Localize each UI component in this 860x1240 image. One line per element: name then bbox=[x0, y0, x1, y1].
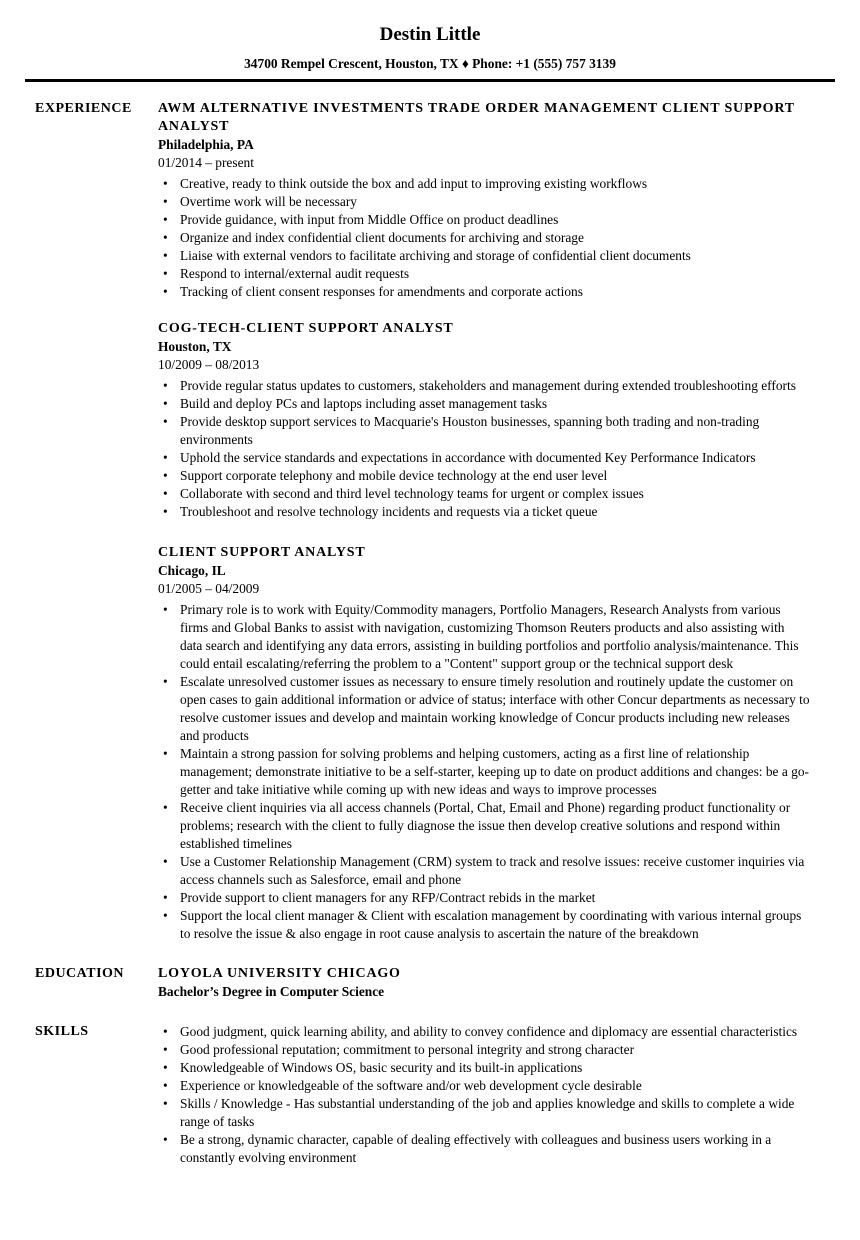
skill-bullet: • Experience or knowledgeable of the software and/or web development cycle desirable bbox=[180, 1077, 810, 1095]
section-education bbox=[35, 965, 810, 1001]
job-bullet: • Use a Customer Relationship Management (CRM) system to track and resolve issues: receive customer inquiries via access channels such as Salesforce, email and phone bbox=[180, 853, 810, 889]
job-location: Chicago, IL bbox=[158, 563, 226, 578]
resume-body bbox=[0, 82, 860, 1168]
job-bullet: • Provide regular status updates to customers, stakeholders and management during extended troubleshooting efforts bbox=[180, 377, 810, 395]
job-bullet: • Provide desktop support services to Macquarie's Houston businesses, spanning both trading and non-trading environments bbox=[180, 413, 810, 449]
job-dates: 01/2005 – 04/2009 bbox=[158, 581, 260, 596]
education-section-label: EDUCATION bbox=[35, 966, 125, 981]
job-bullet: • Overtime work will be necessary bbox=[180, 193, 810, 211]
job-bullet: • Primary role is to work with Equity/Commodity managers, Portfolio Managers, Research Analysts from various firms and Global Banks to assist with navigation, customizing Thomson Reuters products and also assisting with data search and identifying any data errors, assisting in building portfolios and portfolio analysis/maintenance. This could entail escalating/referring the problem to a "Content" support group or the technical support desk bbox=[180, 601, 810, 673]
degree: Bachelor’s Degree in Computer Science bbox=[158, 984, 385, 999]
job-bullet: • Uphold the service standards and expectations in accordance with documented Key Performance Indicators bbox=[180, 449, 810, 467]
job-dates: 10/2009 – 08/2013 bbox=[158, 357, 260, 372]
job-bullet: • Maintain a strong passion for solving problems and helping customers, acting as a first line of relationship management; demonstrate initiative to be a self-starter, keeping up to date on product additions and changes: be a go-getter and take initiative while coming up with new ideas and ways to improve processes bbox=[180, 745, 810, 799]
resume-header bbox=[0, 0, 860, 72]
job-title: CLIENT SUPPORT ANALYST bbox=[158, 545, 366, 560]
skills-section-label: SKILLS bbox=[35, 1024, 89, 1039]
experience-content bbox=[158, 100, 810, 943]
job-bullet: • Creative, ready to think outside the box and add input to improving existing workflows bbox=[180, 175, 810, 193]
job-bullet: • Troubleshoot and resolve technology incidents and requests via a ticket queue bbox=[180, 503, 810, 521]
contact-line: 34700 Rempel Crescent, Houston, TX ♦ Phone: +1 (555) 757 3139 bbox=[244, 56, 616, 71]
job-title: AWM ALTERNATIVE INVESTMENTS TRADE ORDER MANAGEMENT CLIENT SUPPORT ANALYST bbox=[158, 101, 795, 134]
job-bullet: • Receive client inquiries via all access channels (Portal, Chat, Email and Phone) regarding product functionality or problems; research with the client to fully diagnose the issue then develop creative solutions and respond within established timelines bbox=[180, 799, 810, 853]
job-bullet: • Provide guidance, with input from Middle Office on product deadlines bbox=[180, 211, 810, 229]
job-bullet-list bbox=[158, 175, 810, 301]
section-experience bbox=[35, 100, 810, 943]
full-name: Destin Little bbox=[379, 24, 481, 45]
job-entry-client-support bbox=[158, 544, 810, 943]
skills-content bbox=[158, 1023, 810, 1167]
job-bullet: • Build and deploy PCs and laptops including asset management tasks bbox=[180, 395, 810, 413]
education-content bbox=[158, 965, 810, 1001]
job-dates: 01/2014 – present bbox=[158, 155, 254, 170]
job-bullet: • Collaborate with second and third level technology teams for urgent or complex issues bbox=[180, 485, 810, 503]
job-bullet: • Organize and index confidential client documents for archiving and storage bbox=[180, 229, 810, 247]
school-name: LOYOLA UNIVERSITY CHICAGO bbox=[158, 966, 401, 981]
skill-bullet: • Good judgment, quick learning ability, and ability to convey confidence and diplomacy are essential characteristics bbox=[180, 1023, 810, 1041]
job-bullet: • Escalate unresolved customer issues as necessary to ensure timely resolution and routinely update the customer on open cases to gain additional information or advice of status; interface with other Concur departments as necessary to resolve customer issues and develop and maintain working knowledge of Concur products including new releases and products bbox=[180, 673, 810, 745]
job-title: COG-TECH-CLIENT SUPPORT ANALYST bbox=[158, 321, 454, 336]
job-location: Houston, TX bbox=[158, 339, 232, 354]
job-bullet: • Support corporate telephony and mobile device technology at the end user level bbox=[180, 467, 810, 485]
job-location: Philadelphia, PA bbox=[158, 137, 254, 152]
job-bullet-list bbox=[158, 377, 810, 521]
skills-bullet-list bbox=[158, 1023, 810, 1167]
job-entry-cog-tech bbox=[158, 320, 810, 521]
job-bullet: • Provide support to client managers for any RFP/Contract rebids in the market bbox=[180, 889, 810, 907]
skill-bullet: • Good professional reputation; commitment to personal integrity and strong character bbox=[180, 1041, 810, 1059]
skill-bullet: • Knowledgeable of Windows OS, basic security and its built-in applications bbox=[180, 1059, 810, 1077]
job-bullet: • Support the local client manager & Client with escalation management by coordinating with various internal groups to resolve the issue & also engage in root cause analysis to ascertain the nature of the breakdown bbox=[180, 907, 810, 943]
job-bullet-list bbox=[158, 601, 810, 943]
job-bullet: • Tracking of client consent responses for amendments and corporate actions bbox=[180, 283, 810, 301]
skill-bullet: • Skills / Knowledge - Has substantial understanding of the job and applies knowledge and skills to complete a wide range of tasks bbox=[180, 1095, 810, 1131]
experience-section-label: EXPERIENCE bbox=[35, 101, 132, 116]
job-entry-awm bbox=[158, 100, 810, 301]
job-bullet: • Liaise with external vendors to facilitate archiving and storage of confidential client documents bbox=[180, 247, 810, 265]
job-bullet: • Respond to internal/external audit requests bbox=[180, 265, 810, 283]
skill-bullet: • Be a strong, dynamic character, capable of dealing effectively with colleagues and business users working in a constantly evolving environment bbox=[180, 1131, 810, 1167]
section-skills bbox=[35, 1023, 810, 1167]
